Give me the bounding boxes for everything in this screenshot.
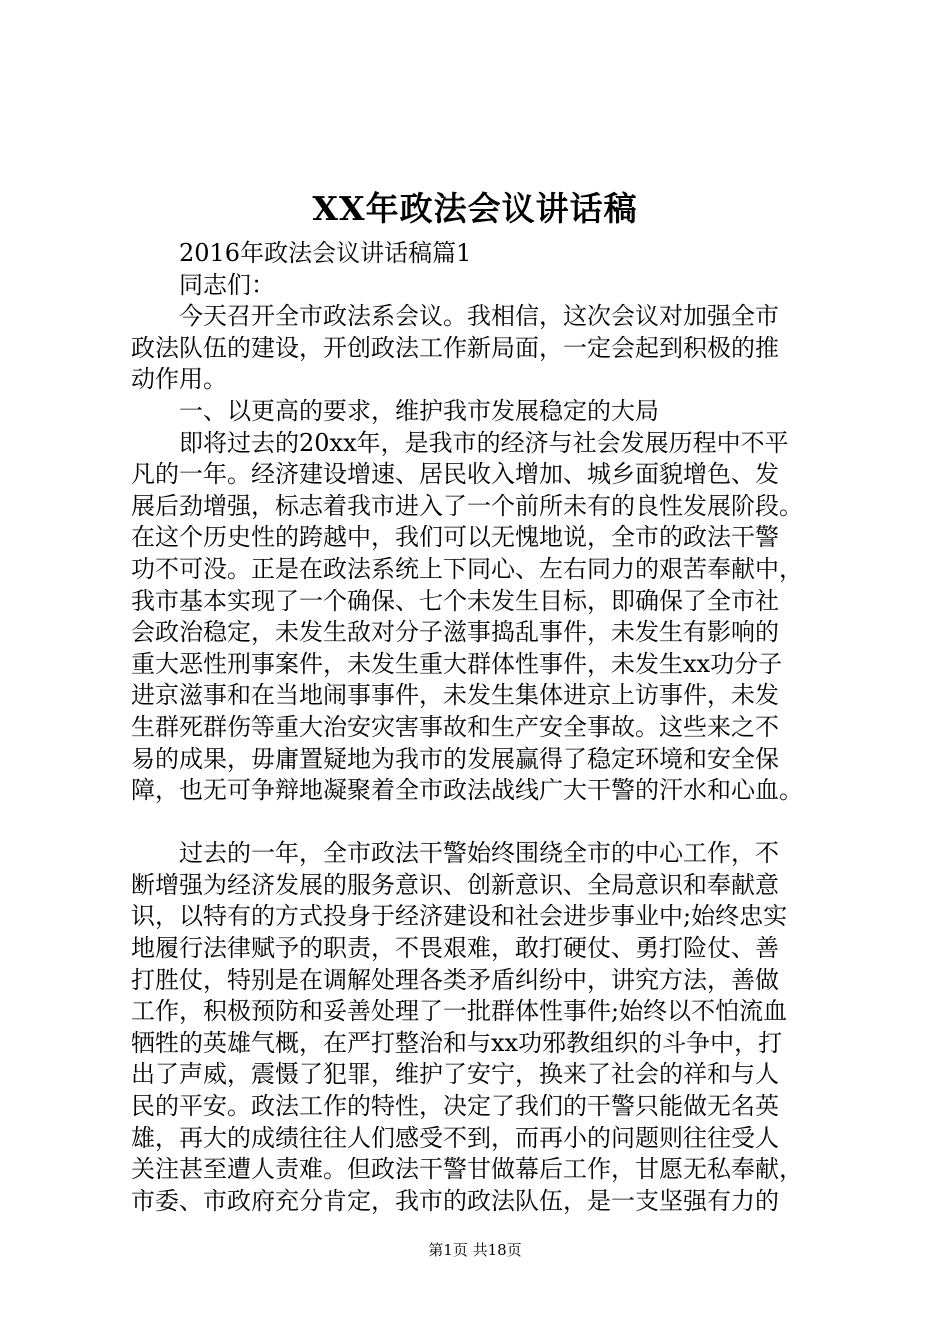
document-body xyxy=(131,238,831,1217)
text-line: 出了声威，震慑了犯罪，维护了安宁，换来了社会的祥和与人 xyxy=(131,1060,779,1089)
text-line: 市委、市政府充分肯定，我市的政法队伍，是一支坚强有力的 xyxy=(131,1186,779,1215)
document-title: XX年政法会议讲话稿 xyxy=(312,189,638,228)
text-line: 地履行法律赋予的职责，不畏艰难，敢打硬仗、勇打险仗、善 xyxy=(131,934,779,963)
text-line: 今天召开全市政法系会议。我相信，这次会议对加强全市 xyxy=(179,302,779,331)
text-line: 易的成果，毋庸置疑地为我市的发展赢得了稳定环境和安全保 xyxy=(131,744,779,773)
text-line: 同志们： xyxy=(179,270,275,299)
text-line: 即将过去的20xx年，是我市的经济与社会发展历程中不平 xyxy=(179,428,789,457)
text-line: 我市基本实现了一个确保、七个未发生目标，即确保了全市社 xyxy=(131,586,779,615)
page-footer: 第1页 共18页 xyxy=(428,1241,522,1259)
text-line: 2016年政法会议讲话稿篇1 xyxy=(179,239,472,267)
text-line: 过去的一年，全市政法干警始终围绕全市的中心工作，不 xyxy=(179,839,779,868)
text-line: 牺牲的英雄气概，在严打整治和与xx功邪教组织的斗争中，打 xyxy=(131,1028,783,1057)
text-line: 工作，积极预防和妥善处理了一批群体性事件;始终以不怕流血 xyxy=(131,997,788,1026)
text-line: 进京滋事和在当地闹事事件，未发生集体进京上访事件，未发 xyxy=(131,681,779,710)
text-line: 重大恶性刑事案件，未发生重大群体性事件，未发生xx功分子 xyxy=(131,649,783,678)
text-line: 雄，再大的成绩往往人们感受不到，而再小的问题则往往受人 xyxy=(131,1123,779,1152)
text-line: 关注甚至遭人责难。但政法干警甘做幕后工作，甘愿无私奉献， xyxy=(131,1155,803,1184)
text-line: 识，以特有的方式投身于经济建设和社会进步事业中;始终忠实 xyxy=(131,902,788,931)
text-line: 展后劲增强，标志着我市进入了一个前所未有的良性发展阶段。 xyxy=(131,491,803,520)
text-line: 在这个历史性的跨越中，我们可以无愧地说，全市的政法干警 xyxy=(131,523,779,552)
text-line: 生群死群伤等重大治安灾害事故和生产安全事故。这些来之不 xyxy=(131,712,779,741)
text-line: 打胜仗，特别是在调解处理各类矛盾纠纷中，讲究方法，善做 xyxy=(131,965,779,994)
text-line: 断增强为经济发展的服务意识、创新意识、全局意识和奉献意 xyxy=(131,870,779,899)
text-line: 功不可没。正是在政法系统上下同心、左右同力的艰苦奉献中， xyxy=(131,554,803,583)
text-line: 一、以更高的要求，维护我市发展稳定的大局 xyxy=(179,396,659,425)
text-line: 民的平安。政法工作的特性，决定了我们的干警只能做无名英 xyxy=(131,1092,779,1121)
text-line: 会政治稳定，未发生敌对分子滋事捣乱事件，未发生有影响的 xyxy=(131,618,779,647)
text-line: 政法队伍的建设，开创政法工作新局面，一定会起到积极的推 xyxy=(131,333,779,362)
blank-line xyxy=(131,807,831,839)
text-line: 凡的一年。经济建设增速、居民收入增加、城乡面貌增色、发 xyxy=(131,460,779,489)
text-line: 动作用。 xyxy=(131,365,227,394)
text-line: 障，也无可争辩地凝聚着全市政法战线广大干警的汗水和心血。 xyxy=(131,776,803,805)
